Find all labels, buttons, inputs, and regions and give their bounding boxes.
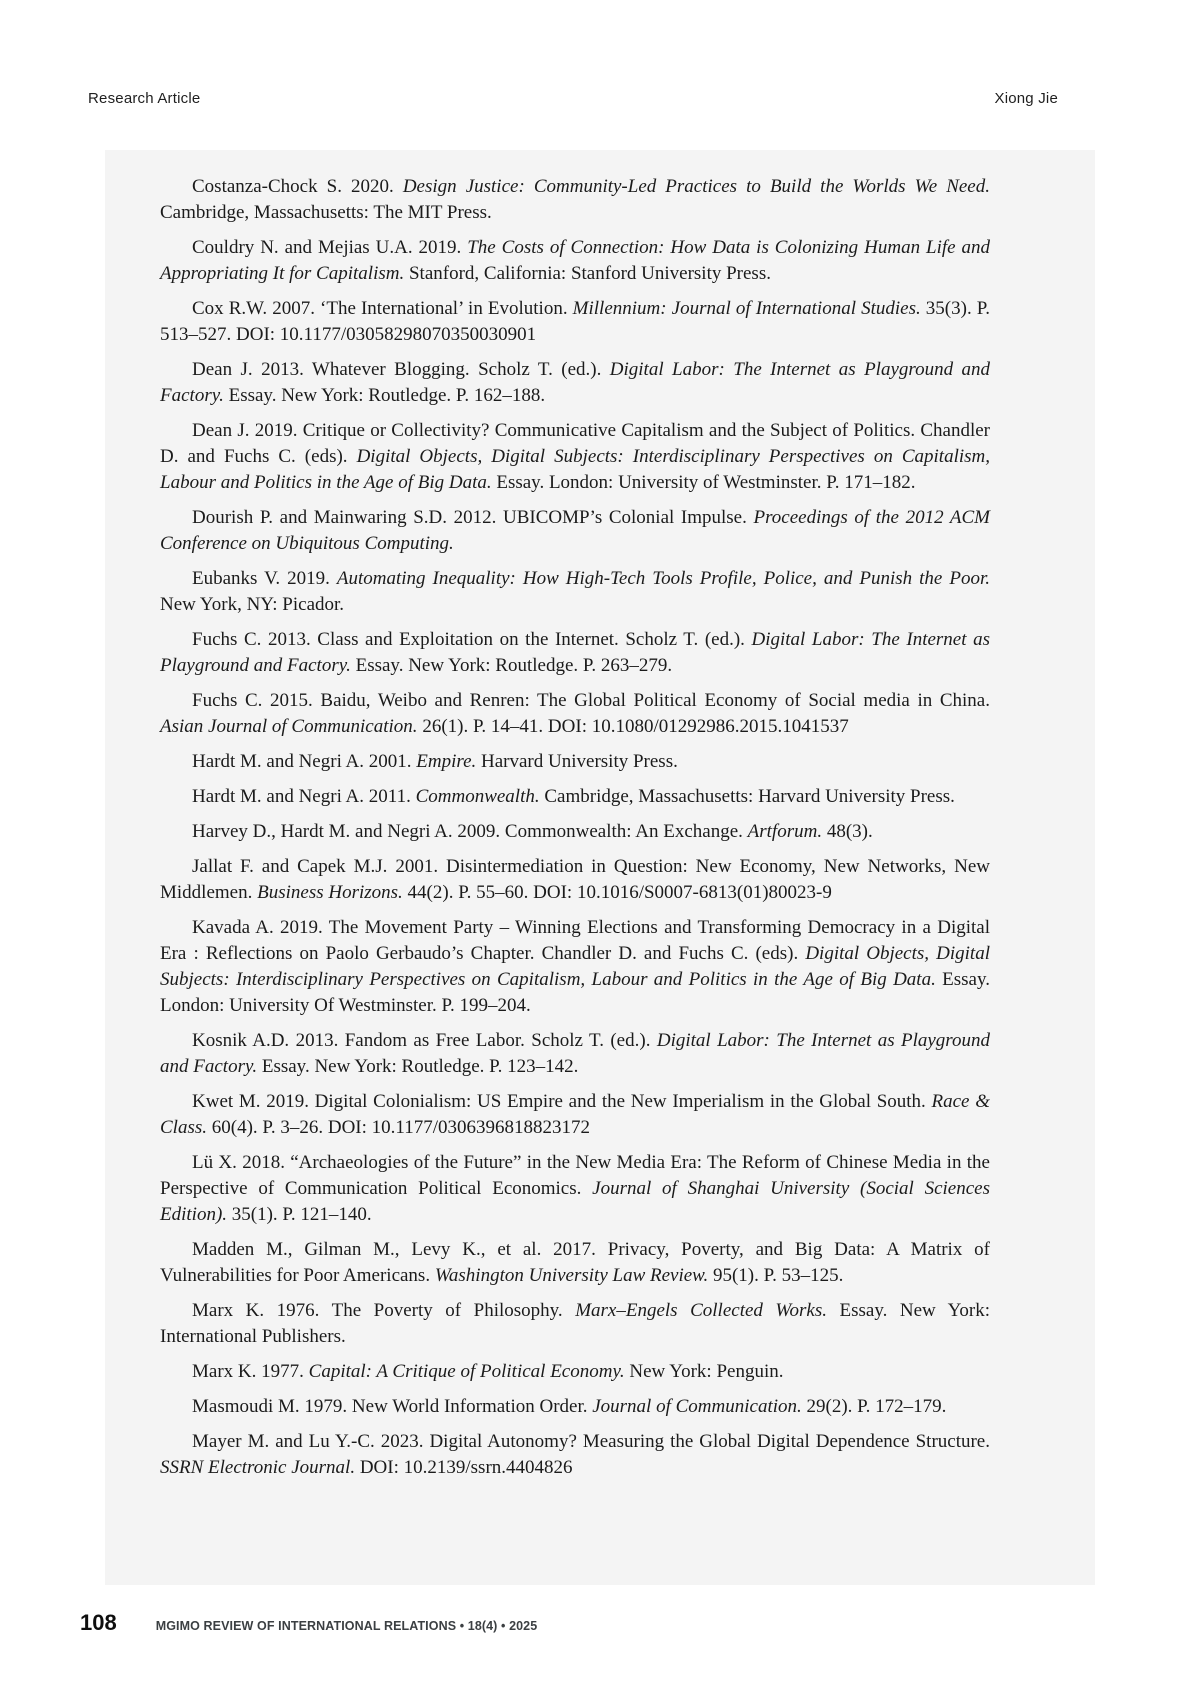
reference-text-segment: Essay. New York: Routledge. P. 123–142.: [257, 1056, 579, 1077]
reference-item: [160, 1394, 990, 1420]
reference-title-segment: Digital Labor: The Internet as Playground and Factory.: [160, 1030, 990, 1077]
reference-text-segment: Madden M., Gilman M., Levy K., et al. 2017. Privacy, Poverty, and Big Data: A Matrix of Vulnerabilities for Poor Americans.: [160, 1239, 990, 1286]
reference-title-segment: Capital: A Critique of Political Economy.: [308, 1361, 625, 1382]
reference-text-segment: 48(3).: [822, 821, 873, 842]
reference-text-segment: 35(3). P. 513–527. DOI: 10.1177/03058298070350030901: [160, 298, 990, 345]
reference-title-segment: Washington University Law Review.: [434, 1265, 709, 1286]
reference-item: [160, 1028, 990, 1080]
reference-title-segment: Journal of Shanghai University (Social Sciences Edition).: [160, 1178, 990, 1225]
reference-item: [160, 1150, 990, 1228]
reference-text-segment: 44(2). P. 55–60. DOI: 10.1016/S0007-6813(01)80023-9: [402, 882, 832, 903]
reference-item: [160, 749, 990, 775]
reference-item: [160, 1237, 990, 1289]
reference-text-segment: New York, NY: Picador.: [160, 594, 345, 615]
reference-text-segment: Cambridge, Massachusetts: The MIT Press.: [160, 202, 492, 223]
reference-title-segment: Asian Journal of Communication.: [160, 716, 418, 737]
reference-text-segment: Cambridge, Massachusetts: Harvard University Press.: [539, 786, 955, 807]
reference-item: [160, 296, 990, 348]
reference-item: [160, 418, 990, 496]
reference-item: [160, 1089, 990, 1141]
reference-text-segment: 60(4). P. 3–26. DOI: 10.1177/0306396818823172: [207, 1117, 590, 1138]
reference-title-segment: Automating Inequality: How High-Tech Tools Profile, Police, and Punish the Poor.: [336, 568, 990, 589]
reference-text-segment: 35(1). P. 121–140.: [227, 1204, 372, 1225]
reference-title-segment: Proceedings of the 2012 ACM Conference on Ubiquitous Computing.: [160, 507, 990, 554]
reference-text-segment: Essay. New York: Routledge. P. 263–279.: [350, 655, 673, 676]
reference-text-segment: 26(1). P. 14–41. DOI: 10.1080/01292986.2015.1041537: [417, 716, 849, 737]
reference-text-segment: Harvey D., Hardt M. and Negri A. 2009. Commonwealth: An Exchange.: [192, 821, 748, 842]
reference-text-segment: Kosnik A.D. 2013. Fandom as Free Labor. Scholz T. (ed.).: [192, 1030, 657, 1051]
reference-text-segment: Harvard University Press.: [476, 751, 678, 772]
reference-text-segment: Cox R.W. 2007. ‘The International’ in Evolution.: [192, 298, 573, 319]
reference-title-segment: SSRN Electronic Journal.: [160, 1457, 356, 1478]
reference-text-segment: Dean J. 2019. Critique or Collectivity? Communicative Capitalism and the Subject of Politics. Chandler D. and Fuchs C. (eds).: [160, 420, 990, 467]
reference-text-segment: Costanza-Chock S. 2020.: [192, 176, 403, 197]
reference-text-segment: DOI: 10.2139/ssrn.4404826: [355, 1457, 573, 1478]
reference-text-segment: Essay. New York: Routledge. P. 162–188.: [223, 385, 546, 406]
reference-item: [160, 819, 990, 845]
reference-title-segment: Digital Objects, Digital Subjects: Interdisciplinary Perspectives on Capitalism, Labour and Politics in the Age of Big Data.: [160, 446, 991, 493]
reference-text-segment: Lü X. 2018. “Archaeologies of the Future” in the New Media Era: The Reform of Chinese Media in the Perspective of Communication Political Economics.: [160, 1152, 990, 1199]
reference-text-segment: 29(2). P. 172–179.: [801, 1396, 947, 1417]
reference-item: [160, 1298, 990, 1350]
reference-title-segment: Digital Labor: The Internet as Playground and Factory.: [160, 629, 990, 676]
reference-text-segment: Mayer M. and Lu Y.-C. 2023. Digital Autonomy? Measuring the Global Digital Dependence Structure.: [192, 1431, 990, 1452]
reference-title-segment: Digital Labor: The Internet as Playground and Factory.: [160, 359, 991, 406]
reference-item: [160, 505, 990, 557]
reference-item: [160, 566, 990, 618]
reference-text-segment: Dean J. 2013. Whatever Blogging. Scholz T. (ed.).: [192, 359, 610, 380]
reference-item: [160, 627, 990, 679]
running-head: [88, 90, 1058, 107]
reference-text-segment: Hardt M. and Negri A. 2001.: [192, 751, 417, 772]
reference-title-segment: Race & Class.: [160, 1091, 990, 1138]
running-head-article-type: Research Article: [88, 90, 201, 107]
reference-item: [160, 854, 990, 906]
reference-title-segment: Artforum.: [747, 821, 823, 842]
reference-text-segment: Masmoudi M. 1979. New World Information Order.: [192, 1396, 593, 1417]
reference-item: [160, 1359, 990, 1385]
reference-text-segment: Jallat F. and Capek M.J. 2001. Disintermediation in Question: New Economy, New Networks, New Middlemen.: [160, 856, 990, 903]
references-panel: [105, 150, 1095, 1585]
reference-item: [160, 784, 990, 810]
reference-text-segment: Marx K. 1976. The Poverty of Philosophy.: [192, 1300, 576, 1321]
reference-text-segment: New York: Penguin.: [624, 1361, 784, 1382]
reference-text-segment: Marx K. 1977.: [192, 1361, 309, 1382]
reference-title-segment: Empire.: [416, 751, 477, 772]
reference-title-segment: Digital Objects, Digital Subjects: Interdisciplinary Perspectives on Capitalism, Labour and Politics in the Age of Big Data.: [160, 943, 990, 990]
reference-text-segment: Couldry N. and Mejias U.A. 2019.: [192, 237, 468, 258]
reference-item: [160, 174, 990, 226]
reference-text-segment: Stanford, California: Stanford University Press.: [404, 263, 771, 284]
reference-text-segment: Essay. London: University Of Westminster. P. 199–204.: [160, 969, 991, 1016]
reference-text-segment: Eubanks V. 2019.: [192, 568, 337, 589]
reference-title-segment: Journal of Communication.: [592, 1396, 802, 1417]
reference-item: [160, 235, 990, 287]
reference-text-segment: Essay. New York: International Publishers.: [160, 1300, 990, 1347]
reference-item: [160, 915, 990, 1019]
reference-text-segment: Kwet M. 2019. Digital Colonialism: US Empire and the New Imperialism in the Global South.: [192, 1091, 932, 1112]
reference-text-segment: Fuchs C. 2013. Class and Exploitation on the Internet. Scholz T. (ed.).: [192, 629, 752, 650]
reference-item: [160, 1429, 990, 1481]
reference-title-segment: Millennium: Journal of International Studies.: [572, 298, 921, 319]
reference-text-segment: Kavada A. 2019. The Movement Party – Winning Elections and Transforming Democracy in a Digital Era : Reflections on Paolo Gerbaudo’s Chapter. Chandler D. and Fuchs C. (eds).: [160, 917, 990, 964]
reference-text-segment: Essay. London: University of Westminster. P. 171–182.: [491, 472, 916, 493]
reference-list: [160, 174, 990, 1490]
journal-issue-line: MGIMO REVIEW OF INTERNATIONAL RELATIONS • 18(4) • 2025: [155, 1619, 538, 1633]
running-head-author: Xiong Jie: [994, 90, 1058, 107]
reference-text-segment: Fuchs C. 2015. Baidu, Weibo and Renren: The Global Political Economy of Social media in China.: [192, 690, 990, 711]
reference-title-segment: Design Justice: Community-Led Practices to Build the Worlds We Need.: [402, 176, 990, 197]
page-footer: [80, 1610, 537, 1636]
reference-item: [160, 688, 990, 740]
reference-title-segment: Marx–Engels Collected Works.: [575, 1300, 827, 1321]
page-number: 108: [80, 1610, 117, 1635]
reference-text-segment: Hardt M. and Negri A. 2011.: [192, 786, 416, 807]
reference-item: [160, 357, 990, 409]
reference-text-segment: Dourish P. and Mainwaring S.D. 2012. UBICOMP’s Colonial Impulse.: [192, 507, 754, 528]
reference-text-segment: 95(1). P. 53–125.: [708, 1265, 844, 1286]
reference-title-segment: Business Horizons.: [257, 882, 403, 903]
reference-title-segment: Commonwealth.: [415, 786, 540, 807]
reference-title-segment: The Costs of Connection: How Data is Colonizing Human Life and Appropriating It for Capitalism.: [160, 237, 990, 284]
